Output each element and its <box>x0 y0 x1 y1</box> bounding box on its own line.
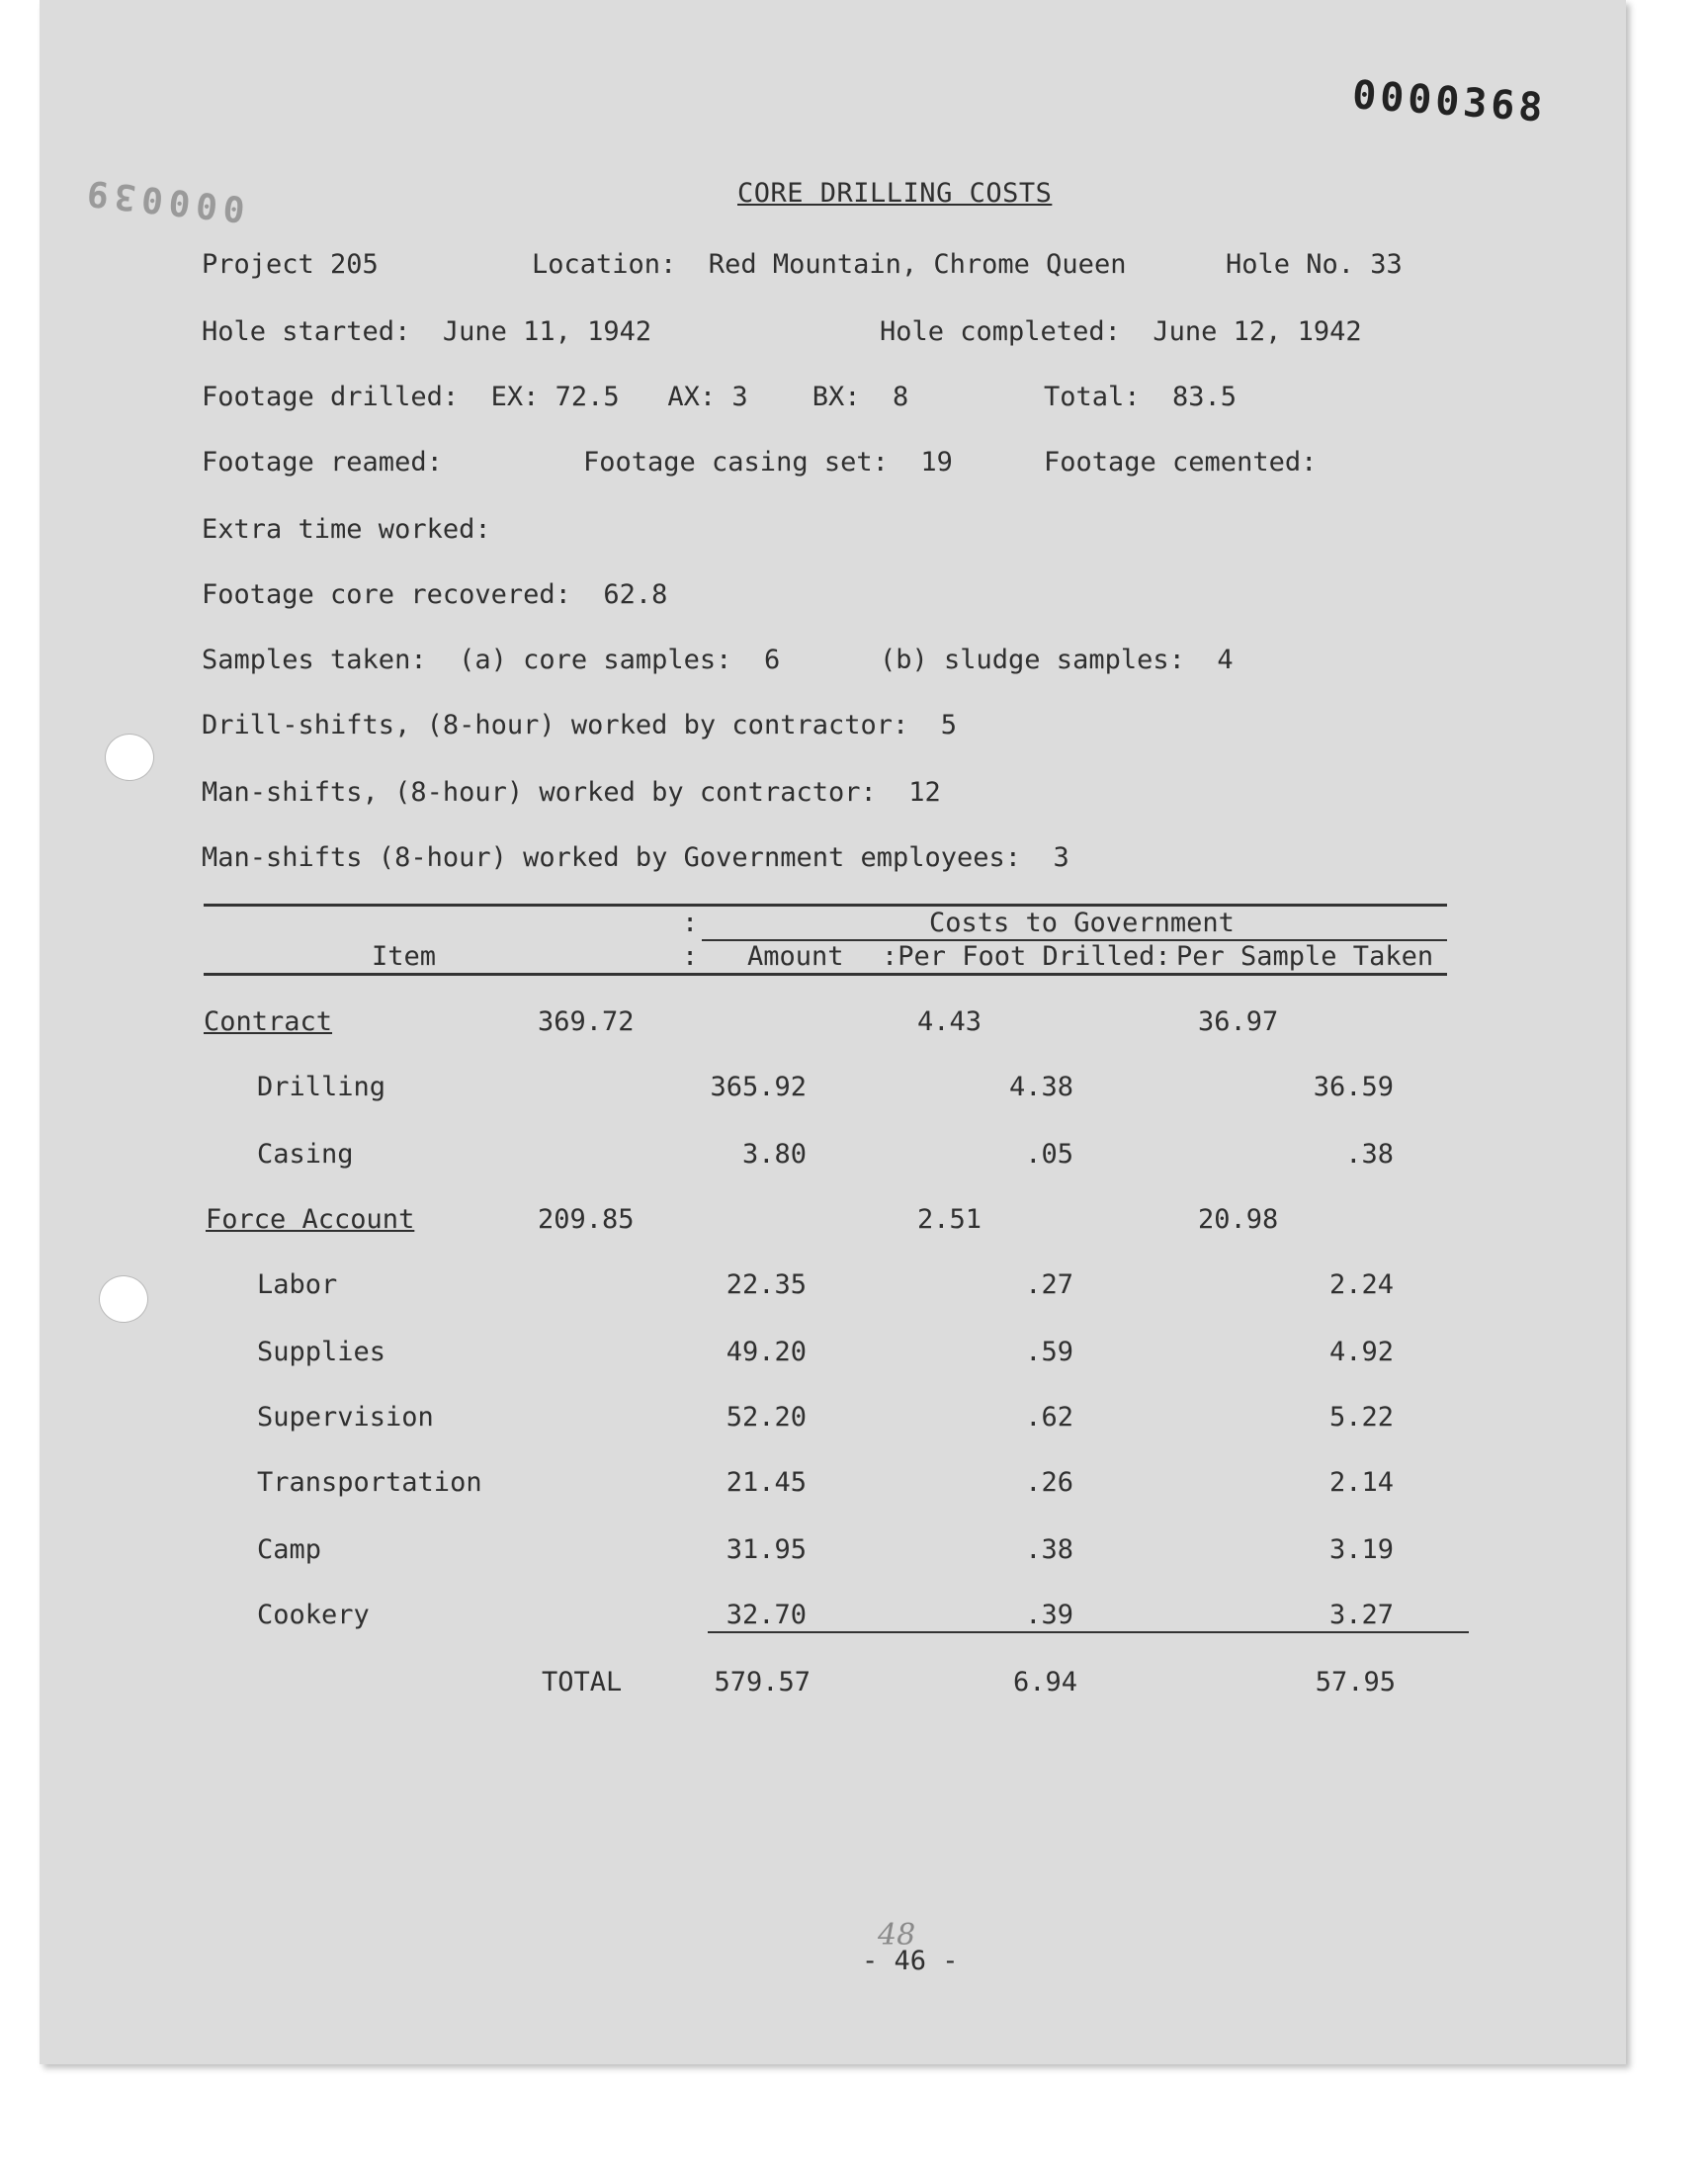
row-transportation-item: Transportation <box>257 1467 482 1498</box>
header-item: Item <box>372 941 437 972</box>
row-labor-per-sample: 2.24 <box>1328 1269 1394 1300</box>
row-cookery-per-foot: .39 <box>1025 1600 1073 1630</box>
group-contract-label: Contract <box>204 1006 333 1037</box>
row-camp-item: Camp <box>257 1534 322 1565</box>
row-labor-amount: 22.35 <box>726 1269 807 1300</box>
header-costs-to-government: Costs to Government <box>929 908 1235 938</box>
row-camp-per-sample: 3.19 <box>1328 1534 1394 1565</box>
row-casing-amount: 3.80 <box>741 1139 807 1170</box>
mirrored-stamp: 000039 <box>79 171 247 229</box>
row-supplies-amount: 49.20 <box>726 1337 807 1367</box>
header-per-sample-taken: Per Sample Taken <box>1176 941 1434 972</box>
document-page <box>40 0 1626 2064</box>
footage-core-recovered: Footage core recovered: 62.8 <box>202 579 668 610</box>
row-supplies-per-foot: .59 <box>1025 1337 1073 1367</box>
row-drilling-per-foot: 4.38 <box>1008 1072 1073 1102</box>
group-force-account-subtotal: 209.85 <box>538 1204 635 1235</box>
page-number: - 46 - <box>862 1946 959 1976</box>
group-force-account-per-sample: 20.98 <box>1198 1204 1279 1235</box>
row-labor-per-foot: .27 <box>1025 1269 1073 1300</box>
row-supervision-per-sample: 5.22 <box>1328 1402 1394 1433</box>
total-rule <box>708 1631 1469 1633</box>
row-cookery-per-sample: 3.27 <box>1328 1600 1394 1630</box>
row-casing-per-foot: .05 <box>1025 1139 1073 1170</box>
man-shifts-contractor: Man-shifts, (8-hour) worked by contractor: 12 <box>202 777 941 808</box>
row-casing-per-sample: .38 <box>1345 1139 1394 1170</box>
punch-hole-top <box>105 734 154 781</box>
core-samples: Samples taken: (a) core samples: 6 <box>202 645 781 675</box>
table-header-rule <box>204 973 1447 976</box>
row-labor-item: Labor <box>257 1269 338 1300</box>
row-drilling-item: Drilling <box>257 1072 386 1102</box>
row-transportation-per-sample: 2.14 <box>1328 1467 1394 1498</box>
row-cookery-item: Cookery <box>257 1600 370 1630</box>
footage-total: Total: 83.5 <box>1044 382 1238 412</box>
row-casing-item: Casing <box>257 1139 354 1170</box>
total-per-sample: 57.95 <box>1315 1667 1396 1697</box>
row-camp-per-foot: .38 <box>1025 1534 1073 1565</box>
header-amount: Amount <box>747 941 844 972</box>
row-supplies-item: Supplies <box>257 1337 386 1367</box>
group-force-account-per-foot: 2.51 <box>917 1204 982 1235</box>
document-title: CORE DRILLING COSTS <box>737 178 1053 209</box>
footage-drilled: Footage drilled: EX: 72.5 AX: 3 BX: 8 <box>202 382 909 412</box>
total-amount: 579.57 <box>714 1667 811 1697</box>
group-contract-per-foot: 4.43 <box>917 1006 982 1037</box>
total-label: TOTAL <box>542 1667 623 1697</box>
document-number-stamp: 0000368 <box>1350 72 1548 131</box>
hole-completed: Hole completed: June 12, 1942 <box>880 316 1362 347</box>
row-drilling-per-sample: 36.59 <box>1313 1072 1394 1102</box>
handwritten-mark: 48 <box>878 1918 916 1953</box>
sludge-samples: (b) sludge samples: 4 <box>880 645 1234 675</box>
footage-reamed: Footage reamed: <box>202 447 443 478</box>
location-label: Location: Red Mountain, Chrome Queen <box>532 249 1127 280</box>
table-top-rule <box>204 904 1447 907</box>
row-supervision-amount: 52.20 <box>726 1402 807 1433</box>
extra-time-worked: Extra time worked: <box>202 514 491 545</box>
footage-casing-set: Footage casing set: 19 <box>583 447 953 478</box>
row-transportation-amount: 21.45 <box>726 1467 807 1498</box>
row-drilling-amount: 365.92 <box>710 1072 807 1102</box>
row-transportation-per-foot: .26 <box>1025 1467 1073 1498</box>
header-colon-2: : <box>682 941 699 972</box>
project-label: Project 205 <box>202 249 379 280</box>
hole-started: Hole started: June 11, 1942 <box>202 316 652 347</box>
row-supervision-item: Supervision <box>257 1402 434 1433</box>
row-cookery-amount: 32.70 <box>726 1600 807 1630</box>
hole-number: Hole No. 33 <box>1226 249 1403 280</box>
punch-hole-bottom <box>99 1275 148 1323</box>
row-camp-amount: 31.95 <box>726 1534 807 1565</box>
row-supplies-per-sample: 4.92 <box>1328 1337 1394 1367</box>
row-supervision-per-foot: .62 <box>1025 1402 1073 1433</box>
group-contract-per-sample: 36.97 <box>1198 1006 1279 1037</box>
header-colon-1: : <box>682 908 699 938</box>
group-contract-subtotal: 369.72 <box>538 1006 635 1037</box>
group-force-account-label: Force Account <box>206 1204 415 1235</box>
footage-cemented: Footage cemented: <box>1044 447 1318 478</box>
header-per-foot-drilled: :Per Foot Drilled: <box>882 941 1171 972</box>
drill-shifts: Drill-shifts, (8-hour) worked by contractor: 5 <box>202 710 958 740</box>
man-shifts-government: Man-shifts (8-hour) worked by Government employees: 3 <box>202 842 1069 873</box>
total-per-foot: 6.94 <box>1012 1667 1077 1697</box>
